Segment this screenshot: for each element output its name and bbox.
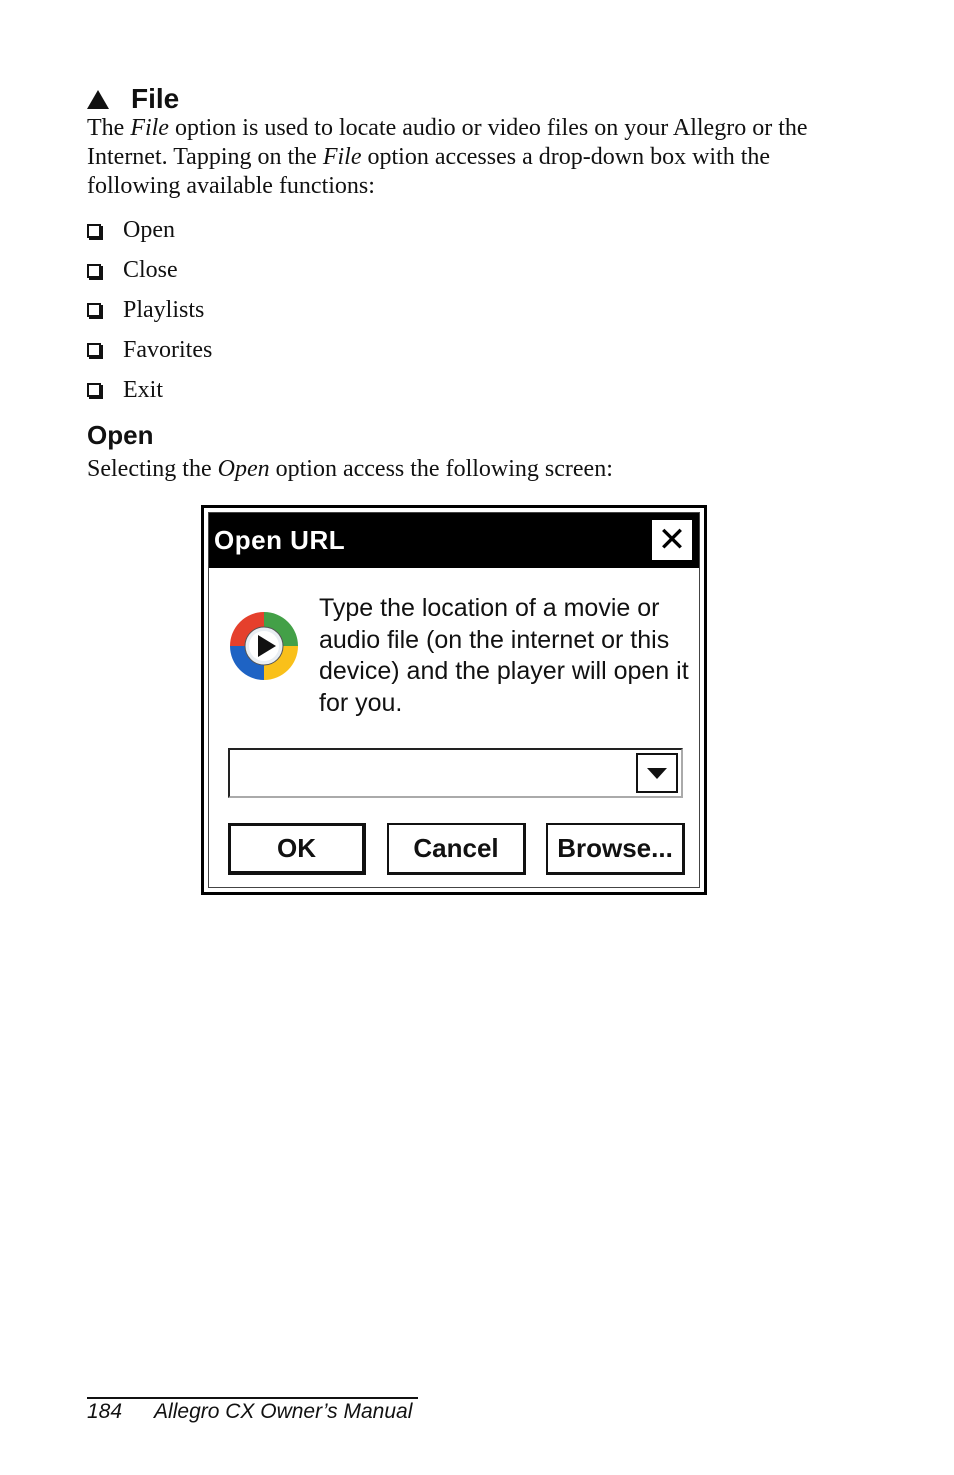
section-heading	[87, 82, 179, 116]
triangle-up-icon	[87, 90, 109, 109]
checkbox-bullet-icon	[87, 303, 101, 317]
intro-paragraph	[87, 114, 847, 201]
checkbox-bullet-icon	[87, 224, 101, 238]
list-item	[87, 291, 212, 331]
intro-text-1: The	[87, 115, 131, 141]
ok-button[interactable]: OK	[228, 823, 366, 875]
checkbox-bullet-icon	[87, 383, 101, 397]
dialog-titlebar	[209, 513, 699, 568]
open-subheading: Open	[87, 420, 154, 450]
intro-file-term-2: File	[322, 144, 362, 170]
list-item	[87, 251, 212, 291]
intro-text-3: option accesses a drop-down box with the following available functions:	[87, 144, 771, 199]
file-options-list	[87, 211, 212, 410]
open-url-dialog	[201, 505, 707, 895]
list-item	[87, 330, 212, 370]
checkbox-bullet-icon	[87, 264, 101, 278]
dialog-body	[208, 512, 700, 888]
open-paragraph	[87, 455, 613, 484]
intro-file-term-1: File	[130, 115, 169, 141]
open-term: Open	[217, 456, 270, 482]
close-icon: ✕	[657, 521, 687, 559]
media-player-icon	[226, 608, 302, 684]
option-label: Favorites	[123, 336, 213, 363]
section-title: File	[131, 83, 180, 114]
option-label: Close	[123, 257, 178, 284]
url-combobox[interactable]	[228, 748, 683, 798]
list-item	[87, 370, 212, 410]
page-number: 184	[87, 1400, 123, 1423]
open-text-1: Selecting the	[87, 456, 218, 482]
footer-divider	[87, 1397, 418, 1399]
open-text-2: option access the following screen:	[269, 456, 613, 482]
manual-title: Allegro CX Owner’s Manual	[154, 1400, 413, 1423]
option-label: Exit	[123, 376, 163, 403]
option-label: Playlists	[123, 296, 205, 323]
close-button[interactable]	[650, 518, 694, 562]
dialog-title: Open URL	[214, 525, 346, 555]
dialog-message: Type the location of a movie or audio file (on the internet or this device) and the player will open it for you.	[319, 594, 689, 717]
list-item	[87, 211, 212, 251]
option-label: Open	[123, 217, 175, 244]
cancel-button[interactable]: Cancel	[387, 823, 526, 875]
page-footer	[87, 1400, 412, 1424]
dropdown-button[interactable]	[636, 753, 678, 793]
url-input[interactable]	[232, 752, 631, 794]
browse-button[interactable]: Browse...	[546, 823, 685, 875]
intro-text-2: option is used to locate audio or video files on your Allegro or the Internet. Tapping on the	[87, 115, 808, 170]
checkbox-bullet-icon	[87, 343, 101, 357]
chevron-down-icon	[647, 768, 667, 779]
